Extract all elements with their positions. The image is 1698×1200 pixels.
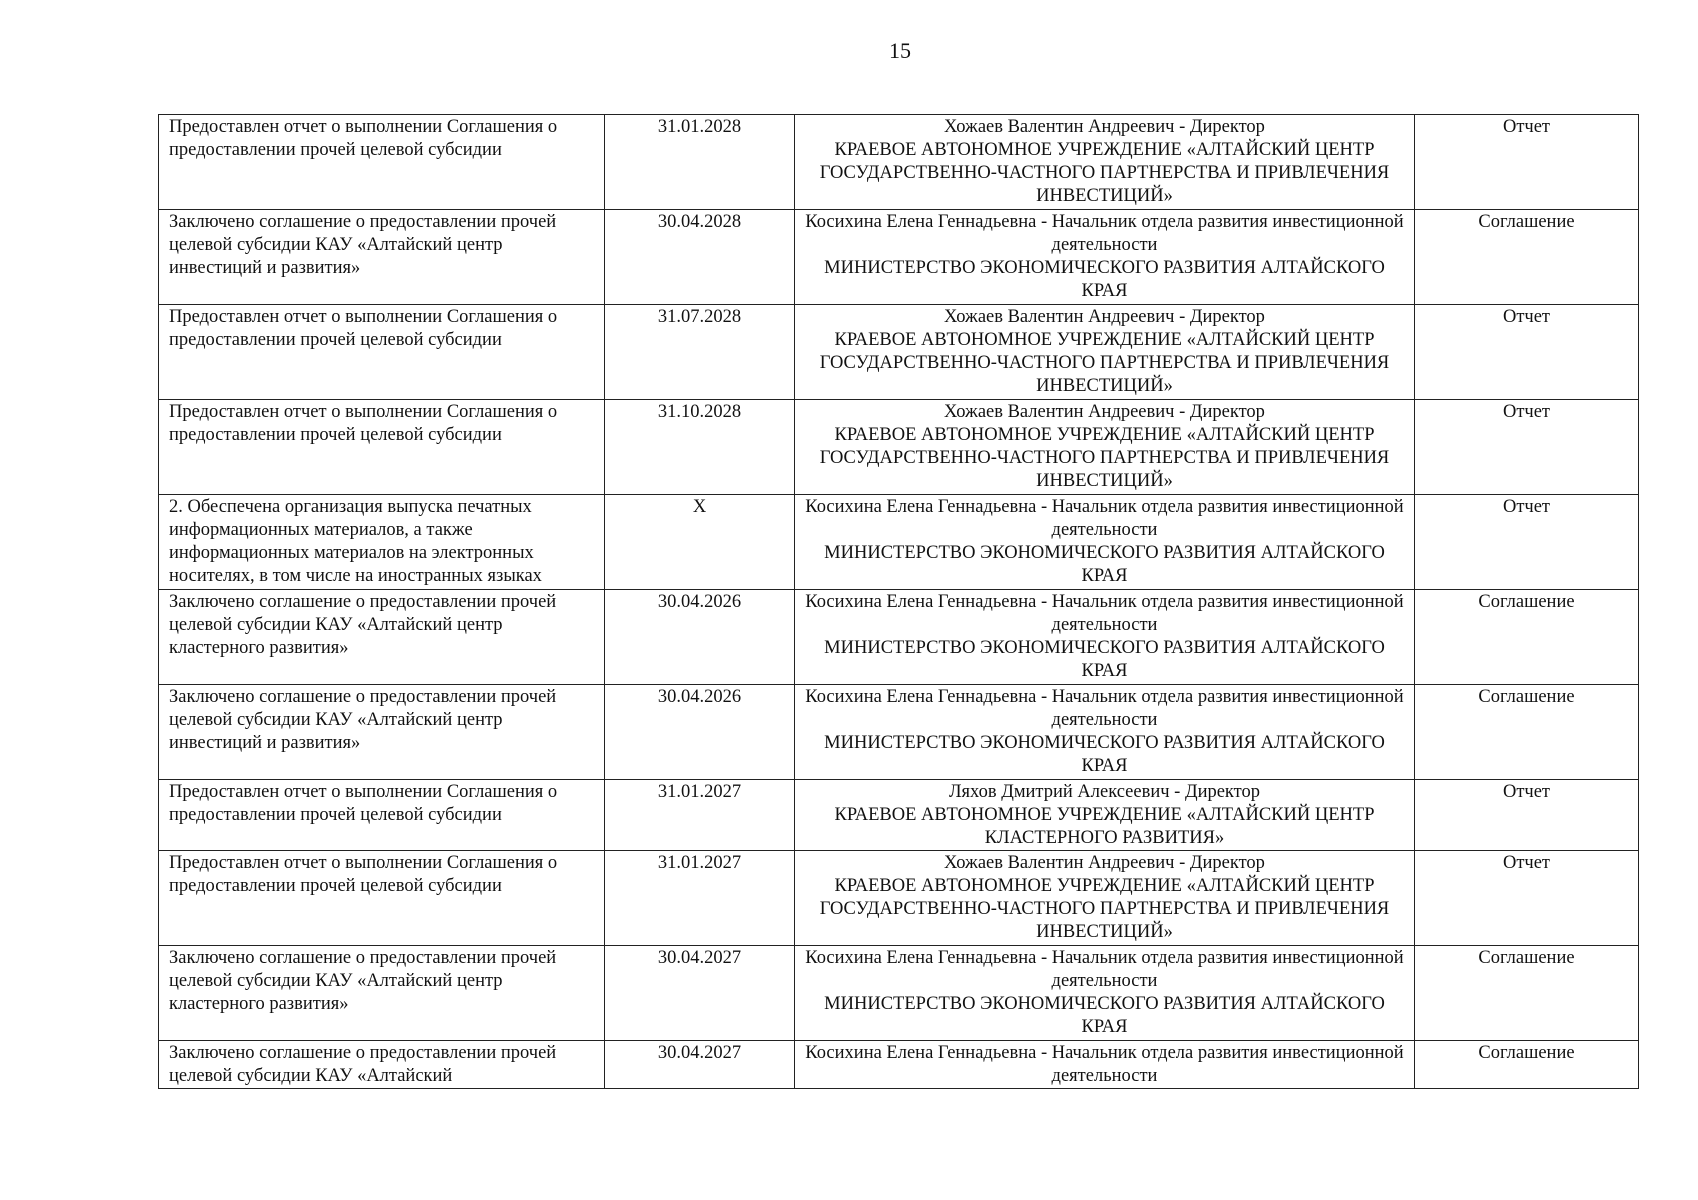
- responsible-cell: [795, 305, 1415, 400]
- responsible-organization: МИНИСТЕРСТВО ЭКОНОМИЧЕСКОГО РАЗВИТИЯ АЛТАЙСКОГО КРАЯ: [824, 733, 1385, 776]
- responsible-person: Ляхов Дмитрий Алексеевич - Директор: [948, 782, 1261, 802]
- responsible-organization: КРАЕВОЕ АВТОНОМНОЕ УЧРЕЖДЕНИЕ «АЛТАЙСКИЙ ЦЕНТР КЛАСТЕРНОГО РАЗВИТИЯ»: [834, 805, 1375, 848]
- responsible-person: Косихина Елена Геннадьевна - Начальник отдела развития инвестиционной деятельности: [805, 497, 1404, 540]
- responsible-organization: КРАЕВОЕ АВТОНОМНОЕ УЧРЕЖДЕНИЕ «АЛТАЙСКИЙ ЦЕНТР ГОСУДАРСТВЕННО-ЧАСТНОГО ПАРТНЕРСТВА И ПРИВЛЕЧЕНИЯ ИНВЕСТИЦИЙ»: [819, 876, 1390, 942]
- responsible-person: Хожаев Валентин Андреевич - Директор: [944, 402, 1265, 422]
- date-cell: X: [605, 495, 795, 590]
- responsible-cell: [795, 495, 1415, 590]
- date-cell: 31.07.2028: [605, 305, 795, 400]
- responsible-cell: [795, 685, 1415, 780]
- event-cell: Заключено соглашение о предоставлении прочей целевой субсидии КАУ «Алтайский центр кластерного развития»: [159, 946, 605, 1041]
- event-cell: Предоставлен отчет о выполнении Соглашения о предоставлении прочей целевой субсидии: [159, 780, 605, 851]
- event-cell: Заключено соглашение о предоставлении прочей целевой субсидии КАУ «Алтайский центр инвестиций и развития»: [159, 210, 605, 305]
- responsible-cell: [795, 115, 1415, 210]
- responsible-cell: [795, 946, 1415, 1041]
- table-row: [159, 1041, 1639, 1089]
- responsible-person: Хожаев Валентин Андреевич - Директор: [944, 307, 1265, 327]
- date-cell: 30.04.2028: [605, 210, 795, 305]
- responsible-organization: КРАЕВОЕ АВТОНОМНОЕ УЧРЕЖДЕНИЕ «АЛТАЙСКИЙ ЦЕНТР ГОСУДАРСТВЕННО-ЧАСТНОГО ПАРТНЕРСТВА И ПРИВЛЕЧЕНИЯ ИНВЕСТИЦИЙ»: [819, 330, 1390, 396]
- table-row: [159, 495, 1639, 590]
- date-cell: 30.04.2026: [605, 590, 795, 685]
- responsible-cell: [795, 590, 1415, 685]
- date-cell: 30.04.2027: [605, 946, 795, 1041]
- responsible-organization: МИНИСТЕРСТВО ЭКОНОМИЧЕСКОГО РАЗВИТИЯ АЛТАЙСКОГО КРАЯ: [824, 543, 1385, 586]
- event-cell: 2. Обеспечена организация выпуска печатных информационных материалов, а также информационных материалов на электронных носителях, в том числе на иностранных языках: [159, 495, 605, 590]
- document-type-cell: Отчет: [1415, 305, 1639, 400]
- event-cell: Заключено соглашение о предоставлении прочей целевой субсидии КАУ «Алтайский центр кластерного развития»: [159, 590, 605, 685]
- responsible-cell: [795, 851, 1415, 946]
- responsible-cell: [795, 210, 1415, 305]
- table-row: [159, 115, 1639, 210]
- responsible-organization: МИНИСТЕРСТВО ЭКОНОМИЧЕСКОГО РАЗВИТИЯ АЛТАЙСКОГО КРАЯ: [824, 258, 1385, 301]
- document-type-cell: Соглашение: [1415, 685, 1639, 780]
- document-type-cell: Отчет: [1415, 851, 1639, 946]
- document-type-cell: Отчет: [1415, 495, 1639, 590]
- table-row: [159, 780, 1639, 851]
- table-row: [159, 685, 1639, 780]
- date-cell: 31.01.2028: [605, 115, 795, 210]
- event-cell: Заключено соглашение о предоставлении прочей целевой субсидии КАУ «Алтайский: [159, 1041, 605, 1089]
- date-cell: 31.10.2028: [605, 400, 795, 495]
- table-row: [159, 400, 1639, 495]
- responsible-cell: [795, 780, 1415, 851]
- event-cell: Предоставлен отчет о выполнении Соглашения о предоставлении прочей целевой субсидии: [159, 115, 605, 210]
- control-points-table: [158, 114, 1639, 1089]
- document-type-cell: Соглашение: [1415, 590, 1639, 685]
- document-type-cell: Соглашение: [1415, 1041, 1639, 1089]
- responsible-organization: МИНИСТЕРСТВО ЭКОНОМИЧЕСКОГО РАЗВИТИЯ АЛТАЙСКОГО КРАЯ: [824, 994, 1385, 1037]
- table-row: [159, 210, 1639, 305]
- responsible-cell: [795, 1041, 1415, 1089]
- date-cell: 31.01.2027: [605, 851, 795, 946]
- document-type-cell: Соглашение: [1415, 210, 1639, 305]
- table-row: [159, 305, 1639, 400]
- responsible-person: Косихина Елена Геннадьевна - Начальник отдела развития инвестиционной деятельности: [805, 687, 1404, 730]
- event-cell: Предоставлен отчет о выполнении Соглашения о предоставлении прочей целевой субсидии: [159, 305, 605, 400]
- responsible-cell: [795, 400, 1415, 495]
- responsible-person: Косихина Елена Геннадьевна - Начальник отдела развития инвестиционной деятельности: [805, 1043, 1404, 1086]
- page-number: 15: [889, 38, 911, 63]
- responsible-organization: МИНИСТЕРСТВО ЭКОНОМИЧЕСКОГО РАЗВИТИЯ АЛТАЙСКОГО КРАЯ: [824, 638, 1385, 681]
- document-type-cell: Отчет: [1415, 400, 1639, 495]
- table-row: [159, 590, 1639, 685]
- responsible-person: Хожаев Валентин Андреевич - Директор: [944, 117, 1265, 137]
- date-cell: 31.01.2027: [605, 780, 795, 851]
- document-type-cell: Соглашение: [1415, 946, 1639, 1041]
- responsible-organization: КРАЕВОЕ АВТОНОМНОЕ УЧРЕЖДЕНИЕ «АЛТАЙСКИЙ ЦЕНТР ГОСУДАРСТВЕННО-ЧАСТНОГО ПАРТНЕРСТВА И ПРИВЛЕЧЕНИЯ ИНВЕСТИЦИЙ»: [819, 140, 1390, 206]
- event-cell: Предоставлен отчет о выполнении Соглашения о предоставлении прочей целевой субсидии: [159, 400, 605, 495]
- table-row: [159, 946, 1639, 1041]
- date-cell: 30.04.2027: [605, 1041, 795, 1089]
- document-type-cell: Отчет: [1415, 780, 1639, 851]
- responsible-person: Хожаев Валентин Андреевич - Директор: [944, 853, 1265, 873]
- table-row: [159, 851, 1639, 946]
- responsible-organization: КРАЕВОЕ АВТОНОМНОЕ УЧРЕЖДЕНИЕ «АЛТАЙСКИЙ ЦЕНТР ГОСУДАРСТВЕННО-ЧАСТНОГО ПАРТНЕРСТВА И ПРИВЛЕЧЕНИЯ ИНВЕСТИЦИЙ»: [819, 425, 1390, 491]
- event-cell: Предоставлен отчет о выполнении Соглашения о предоставлении прочей целевой субсидии: [159, 851, 605, 946]
- responsible-person: Косихина Елена Геннадьевна - Начальник отдела развития инвестиционной деятельности: [805, 948, 1404, 991]
- date-cell: 30.04.2026: [605, 685, 795, 780]
- responsible-person: Косихина Елена Геннадьевна - Начальник отдела развития инвестиционной деятельности: [805, 592, 1404, 635]
- event-cell: Заключено соглашение о предоставлении прочей целевой субсидии КАУ «Алтайский центр инвестиций и развития»: [159, 685, 605, 780]
- document-type-cell: Отчет: [1415, 115, 1639, 210]
- responsible-person: Косихина Елена Геннадьевна - Начальник отдела развития инвестиционной деятельности: [805, 212, 1404, 255]
